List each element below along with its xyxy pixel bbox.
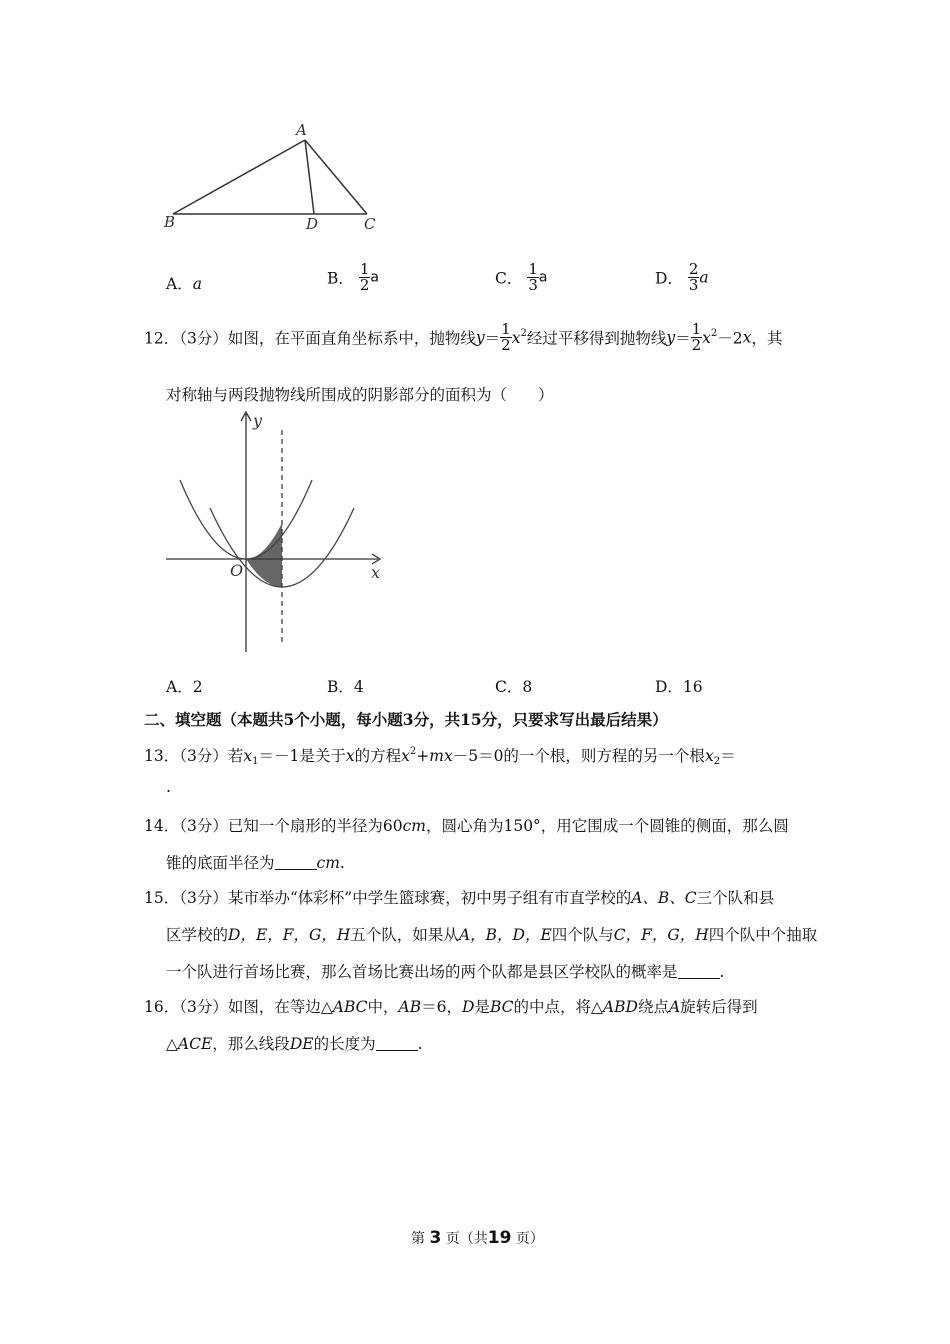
q12-option-d: D．16 <box>655 678 703 696</box>
q14-line2: 锥的底面半径为 cm. <box>166 854 345 872</box>
page-footer: 第 3 页（共19 页） <box>411 1228 544 1248</box>
q13-line1: 13．（3分）若$x_1=-1$是关于x的方程$x^2+mx-5=0$的一个根，则方程的另一个根$x_2=$ <box>144 746 736 767</box>
fraction-third: $\frac{1}{3}$ <box>528 260 538 294</box>
q15-line1: 15．（3分）某市举办“体彩杯”中学生篮球赛，初中男子组有市直学校的A、B、C三个队和县 <box>144 889 775 907</box>
parabola-figure <box>160 408 400 658</box>
q16-line1: 16．（3分）如图，在等边△ABC中，AB＝6，D是BC的中点，将△ABD绕点A旋转后得到 <box>144 998 758 1016</box>
shaded-region <box>246 523 282 587</box>
origin-label: O <box>230 561 244 580</box>
segment-ad <box>305 140 314 214</box>
q12-option-a: A．2 <box>166 678 203 696</box>
label-a: A <box>296 121 307 139</box>
q15-line3: 一个队进行首场比赛，那么首场比赛出场的两个队都是县区学校队的概率是 . <box>166 963 725 981</box>
q11-option-d: D． $\frac{2}{3}$ a <box>655 260 709 294</box>
q11-option-a: A．a <box>166 275 202 293</box>
q12-option-c: C．8 <box>495 678 533 696</box>
fraction-half: $\frac{1}{2}$ <box>359 260 370 294</box>
answer-blank[interactable] <box>275 855 317 870</box>
q13-line2: . <box>166 778 171 796</box>
q12-option-b: B．4 <box>327 678 364 696</box>
q12-line2: 对称轴与两段抛物线所围成的阴影部分的面积为（ ） <box>166 386 554 404</box>
answer-blank[interactable] <box>376 1036 418 1051</box>
side-ab <box>173 140 305 214</box>
fraction-half: $\frac{1}{2}$ <box>501 320 511 354</box>
q14-line1: 14．（3分）已知一个扇形的半径为60cm，圆心角为150°，用它围成一个圆锥的侧面，那么圆 <box>144 817 789 835</box>
fraction-half: $\frac{1}{2}$ <box>691 320 702 354</box>
label-c: C <box>364 215 376 233</box>
label-b: B <box>164 213 176 231</box>
label-d: D <box>306 215 319 233</box>
triangle-figure <box>150 118 400 238</box>
fraction-two-thirds: $\frac{2}{3}$ <box>688 260 699 294</box>
q12-line1: 12．（3分）如图，在平面直角坐标系中，抛物线y＝ $\frac{1}{2}$ $x^2$经过平移得到抛物线y＝ $\frac{1}{2}$ $x^2-2x$，其 <box>144 320 783 354</box>
y-label: y <box>253 411 263 430</box>
q11-option-c: C． $\frac{1}{3}$ a <box>495 260 548 294</box>
q11-option-b: B． $\frac{1}{2}$ a <box>327 260 379 294</box>
side-ac <box>305 140 367 214</box>
section-heading: 二、填空题（本题共5个小题，每小题3分，共15分，只要求写出最后结果） <box>144 710 668 729</box>
q15-line2: 区学校的D，E，F，G，H五个队，如果从A，B，D，E四个队与C，F，G，H四个队中个抽取 <box>166 926 818 944</box>
x-label: x <box>371 563 381 582</box>
answer-blank[interactable] <box>678 964 720 979</box>
q16-line2: △ACE，那么线段DE的长度为 . <box>166 1035 423 1053</box>
